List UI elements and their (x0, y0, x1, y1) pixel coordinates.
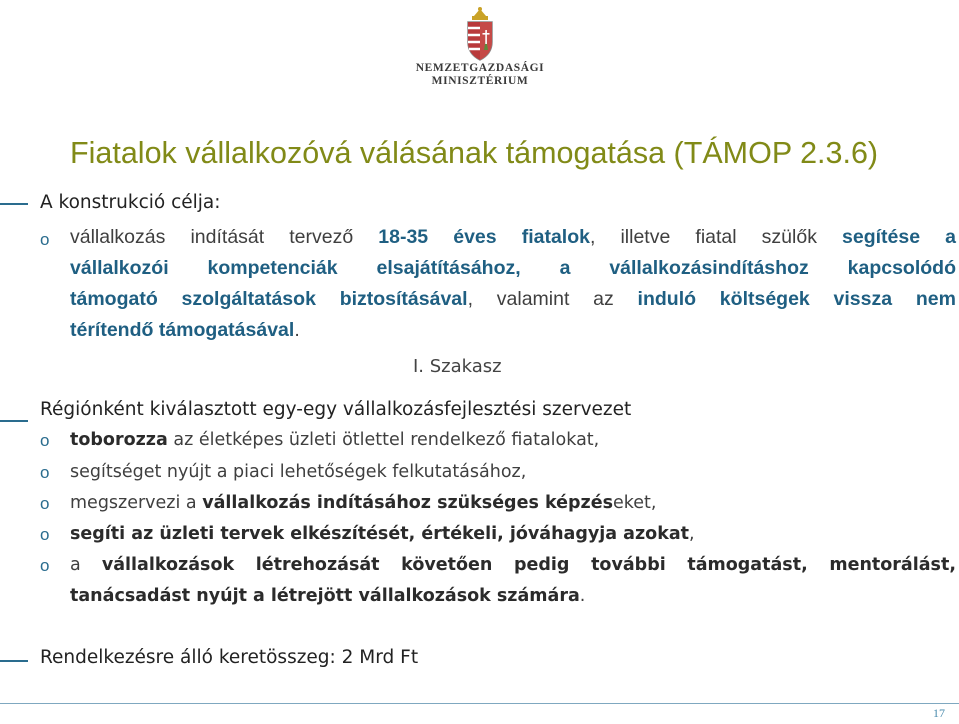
text-run: térítendő támogatásával (70, 319, 295, 341)
list-item (70, 524, 695, 544)
text-run: toborozza (70, 430, 168, 450)
paragraph-line (70, 319, 300, 342)
text-run: tanácsadást nyújt a létrejött vállalkozások számára (70, 586, 580, 606)
page-number: 17 (933, 706, 945, 720)
logo-text-line2: MINISZTÉRIUM (431, 75, 529, 87)
heading-dash (0, 420, 28, 422)
heading-dash (0, 203, 28, 205)
subheading: I. Szakasz (413, 356, 502, 377)
footer-divider (0, 703, 959, 704)
text-run: segíti az üzleti tervek elkészítését, értékeli, jóváhagyja azokat (70, 524, 690, 544)
text-run: induló költségek vissza nem (637, 288, 956, 310)
budget-note: Rendelkezésre álló keretösszeg: 2 Mrd Ft (40, 647, 419, 668)
coat-of-arms-icon (460, 6, 500, 62)
text-run: , valamint az (467, 288, 638, 310)
section1-heading: A konstrukció célja: (40, 192, 221, 213)
list-item (70, 493, 656, 513)
text-run: segítséget nyújt a piaci lehetőségek felkutatásához, (70, 462, 527, 482)
text-run: eket, (613, 493, 657, 513)
logo-text-line1: NEMZETGAZDASÁGI (415, 62, 545, 74)
list-item-continuation (70, 586, 585, 606)
text-run: . (294, 319, 300, 341)
text-run: segítése a (842, 226, 957, 248)
list-item (70, 430, 599, 450)
bullet-marker: o (40, 230, 50, 249)
paragraph-line (70, 288, 956, 311)
text-run: vállalkozás indítását tervező (70, 226, 379, 248)
text-run: 18-35 éves fiatalok (378, 226, 590, 248)
text-run: vállalkozói kompetenciák elsajátításához, a vállalkozásindításhoz kapcsolódó (70, 257, 956, 279)
paragraph-line (70, 257, 956, 280)
bullet-marker: o (40, 494, 50, 513)
bullet-marker: o (40, 463, 50, 482)
text-run: vállalkozások létrehozását követően pedig további támogatást, mentorálást, (101, 555, 956, 575)
bullet-marker: o (40, 431, 50, 450)
section2-heading: Régiónként kiválasztott egy-egy vállalkozásfejlesztési szervezet (40, 399, 632, 420)
paragraph-line (70, 226, 956, 249)
text-run: megszervezi a (70, 493, 203, 513)
bullet-marker: o (40, 525, 50, 544)
text-run: az életképes üzleti ötlettel rendelkező fiatalokat, (167, 430, 600, 450)
text-run: a (70, 555, 102, 575)
ministry-logo (405, 6, 555, 96)
text-run: támogató szolgáltatások biztosításával (70, 288, 468, 310)
list-item (70, 555, 956, 575)
bullet-marker: o (40, 556, 50, 575)
text-run: . (579, 586, 586, 606)
list-item (70, 462, 526, 482)
text-run: , (689, 524, 695, 544)
heading-dash (0, 660, 28, 662)
page-title: Fiatalok vállalkozóvá válásának támogatása (TÁMOP 2.3.6) (70, 136, 879, 170)
text-run: , illetve fiatal szülők (589, 226, 843, 248)
text-run: vállalkozás indításához szükséges képzés (202, 493, 613, 513)
